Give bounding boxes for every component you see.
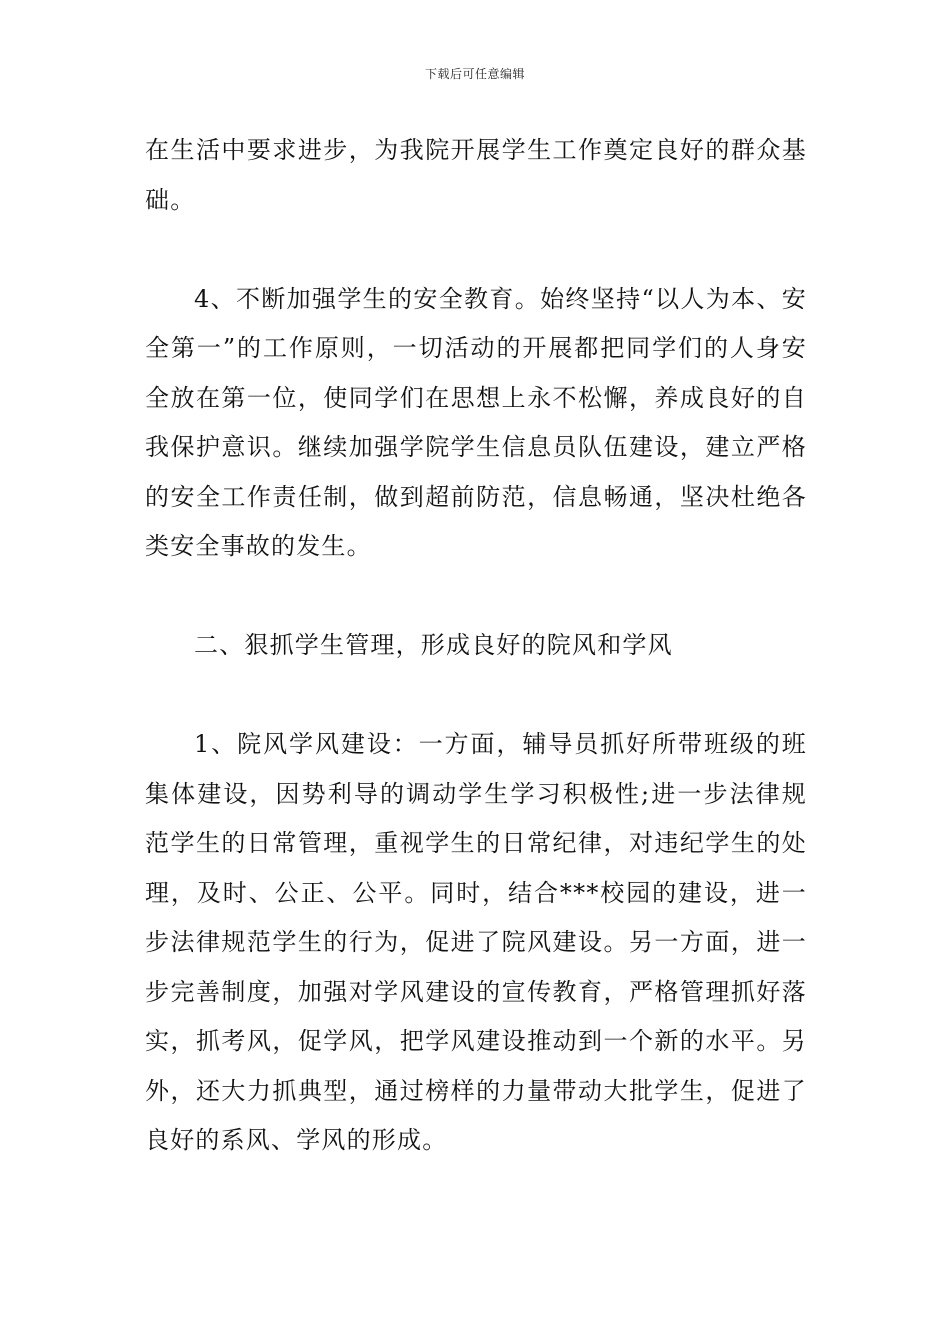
paragraph-safety-education: 4、不断加强学生的安全教育。始终坚持“以人为本、安全第一”的工作原则，一切活动的开展都把同学们的人身安全放在第一位，使同学们在思想上永不松懈，养成良好的自我保护意识。继续加强学院学生信息员队伍建设，建立严格的安全工作责任制，做到超前防范，信息畅通，坚决杜绝各类安全事故的发生。 [145, 284, 807, 560]
paragraph-continuation: 在生活中要求进步，为我院开展学生工作奠定良好的群众基础。 [145, 136, 807, 214]
section-heading-student-management: 二、狠抓学生管理，形成良好的院风和学风 [194, 631, 673, 659]
paragraph-academic-style: 1、院风学风建设：一方面，辅导员抓好所带班级的班集体建设，因势利导的调动学生学习积极性;进一步法律规范学生的日常管理，重视学生的日常纪律，对违纪学生的处理，及时、公正、公平。同时，结合***校园的建设，进一步法律规范学生的行为，促进了院风建设。另一方面，进一步完善制度，加强对学风建设的宣传教育，严格管理抓好落实，抓考风，促学风，把学风建设推动到一个新的水平。另外，还大力抓典型，通过榜样的力量带动大批学生，促进了良好的系风、学风的形成。 [145, 730, 807, 1154]
document-body [145, 126, 807, 1166]
page-header-note: 下载后可任意编辑 [424, 67, 525, 81]
